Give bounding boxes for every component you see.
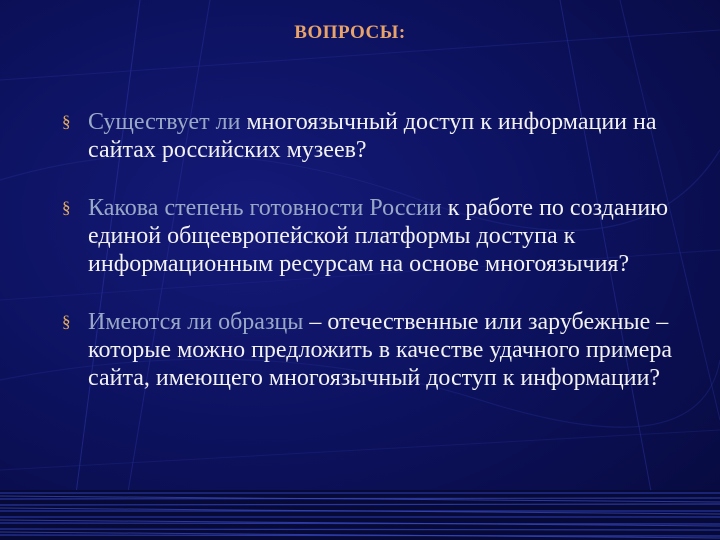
bullet-icon: § (62, 198, 71, 217)
bullet-icon: § (62, 112, 71, 131)
question-text: многоязычный доступ к информации на сайтах российских музеев? (88, 109, 657, 163)
question-text: к работе по созданию единой общеевропейской платформы доступа к информационным ресурсам на основе многоязычия? (88, 195, 669, 277)
question-list (62, 108, 682, 422)
question-text: – отечественные или зарубежные – которые можно предложить в качестве удачного примера сайта, имеющего многоязычный доступ к информации? (88, 309, 673, 391)
slide-title: ВОПРОСЫ: (294, 22, 406, 43)
question-highlight: Существует ли (88, 109, 241, 135)
bullet-icon: § (62, 312, 71, 331)
question-item-3 (62, 308, 682, 392)
footer-stripes (0, 490, 720, 540)
question-item-1 (62, 108, 682, 164)
question-highlight: Какова степень готовности России (88, 195, 442, 221)
question-highlight: Имеются ли образцы (88, 309, 304, 335)
question-item-2 (62, 194, 682, 278)
